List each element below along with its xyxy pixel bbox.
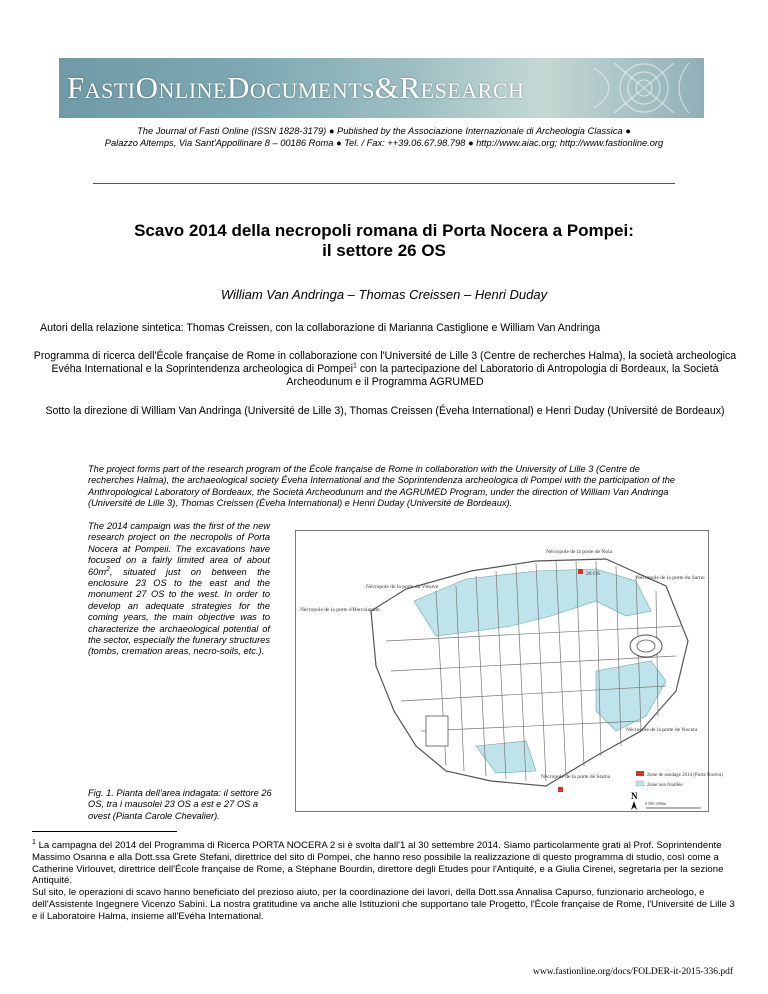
legend-excavation: Zone de sondage 2014 (Porta Nocera) (647, 773, 723, 778)
abstract-full-width: The project forms part of the research program of the École française de Rome in collaboration with the University of Lille 3 (Centre de recherches Halma), the archaeological society Éveha International and the Soprintendenza archeologica di Pompei with the participation of the Anthropological Laboratory of Bordeaux, the Società Archeodunum and the AGRUMED Program, under the direction of William Van Andringa (Université de Lille 3), Thomas Creissen (Éveha International) e Henri Duday (Université de Bordeaux). (88, 464, 676, 509)
label-stabia: Nécropole de la porte de Stabia (541, 774, 611, 780)
pompeii-plan-map (296, 531, 723, 811)
scale-label: 0 500 1000m (645, 801, 667, 806)
label-sarno: Nécropole de la porte du Sarno (636, 575, 705, 581)
article-title-line1: Scavo 2014 della necropoli romana di Porta Nocera a Pompei: (134, 221, 634, 240)
label-herculanum: Nécropole de la porte d'Herculanum (300, 607, 380, 613)
footnote-divider (32, 831, 177, 832)
document-url[interactable]: www.fastionline.org/docs/FOLDER-it-2015-336.pdf (532, 967, 733, 977)
legend-swatch-excavation (636, 771, 644, 776)
legend-unexcavated: Zone non fouillée (647, 783, 683, 788)
north-label: N (631, 791, 638, 801)
label-vesuve: Nécropole de la porte du Vésuve (366, 584, 439, 590)
research-program-paragraph: Programma di ricerca dell'École française de Rome in collaborazione con l'Université de Lille 3 (Centre de recherches Halma), la società archeologica Evéha International e la Soprintendenza archeologica di Pompei$^1$ con la partecipazione del Laboratorio di Antropologia di Bordeaux, la Società Archeodunum e il Programma AGRUMED (33, 350, 737, 388)
report-authors-paragraph: Autori della relazione sintetica: Thomas Creissen, con la collaborazione di Marianna Castiglione e William Van Andringa (40, 322, 601, 334)
label-nola: Nécropole de la porte de Nola (546, 549, 613, 555)
footnote-ref: 1 (353, 362, 357, 370)
footnote-number: 1 (32, 838, 36, 846)
nola-zone-marker (578, 569, 583, 574)
superscript-two: 2 (106, 565, 110, 573)
label-26os: 26 OS (586, 571, 600, 577)
abstract-narrow-column: The 2014 campaign was the first of the new research project on the necropolis of Porta Nocera at Pompeii. The excavations have focused on a fairly limited area of about $60m^2$, situated just on between the enclosure 23 OS to the east and the monument 27 OS to the west. In order to develop an adequate strategies for the coming years, the main objective was to characterize the archaeological potential of the sector, especially the funerary structures (tombs, cremation areas, necro-soils, etc.). (88, 521, 270, 657)
article-authors: William Van Andringa – Thomas Creissen – Henri Duday (220, 287, 548, 302)
label-nocera: Nécropole de la porte de Nocera (626, 727, 698, 733)
site-plan-figure (295, 530, 723, 812)
footnote: $^1$ La campagna del 2014 del Programma di Ricerca PORTA NOCERA 2 si è svolta dall'1 al 30 settembre 2014. Siamo particolarmente grati al Prof. Soprintendente Massimo Osanna e alla Dott.ssa Grete Stefani, direttrice del sito di Pompei, che hanno reso possibile la realizzazione di questo programma di studio, così come a Catherine Virlouvet, direttrice dell'École française de Rome, a Stéphane Bourdin, direttore degli Etudes pour l'Antiquité, e a Giulia Cirenei, segretaria per la sezione Antiquité. Sul sito, le operazioni di scavo hanno beneficiato del prezioso aiuto, per la coordinazione dei lavori, della Dott.ssa Annalisa Capurso, funzionario archeologo, e dell'Assistente Ingegnere Vicenzo Sabini. La nostra gratitudine va anche alle Istituzioni che supportano tale Progetto, l'École française de Rome, l'Université de Lille 3 e il Laboratoire Halma, insieme all'Evéha International. (32, 838, 735, 922)
excavation-zone-marker (558, 787, 563, 792)
article-title-line2: il settore 26 OS (322, 241, 446, 260)
journal-banner (59, 58, 704, 118)
journal-info-line2: Palazzo Altemps, Via Sant'Appollinare 8 – 00186 Roma ● Tel. / Fax: ++39.06.67.98.798 ● http://www.aiac.org; http://www.fastionline.org (104, 138, 664, 148)
direction-paragraph: Sotto la direzione di William Van Andringa (Université de Lille 3), Thomas Creissen (Éveha International) e Henri Duday (Université de Bordeaux) (45, 405, 725, 417)
north-arrow-icon (631, 801, 637, 810)
banner-title: FastiOnlineDocuments&Research (67, 70, 525, 105)
header-divider (93, 183, 675, 184)
legend-swatch-unexcavated (636, 781, 644, 786)
journal-info-line1: The Journal of Fasti Online (ISSN 1828-3179) ● Published by the Associazione Internazionale di Archeologia Classica ● (137, 126, 631, 136)
figure-caption: Fig. 1. Pianta dell'area indagata: il settore 26 OS, tra i mausolei 23 OS a est e 27 OS a ovest (Pianta Carole Chevalier). (88, 788, 272, 821)
